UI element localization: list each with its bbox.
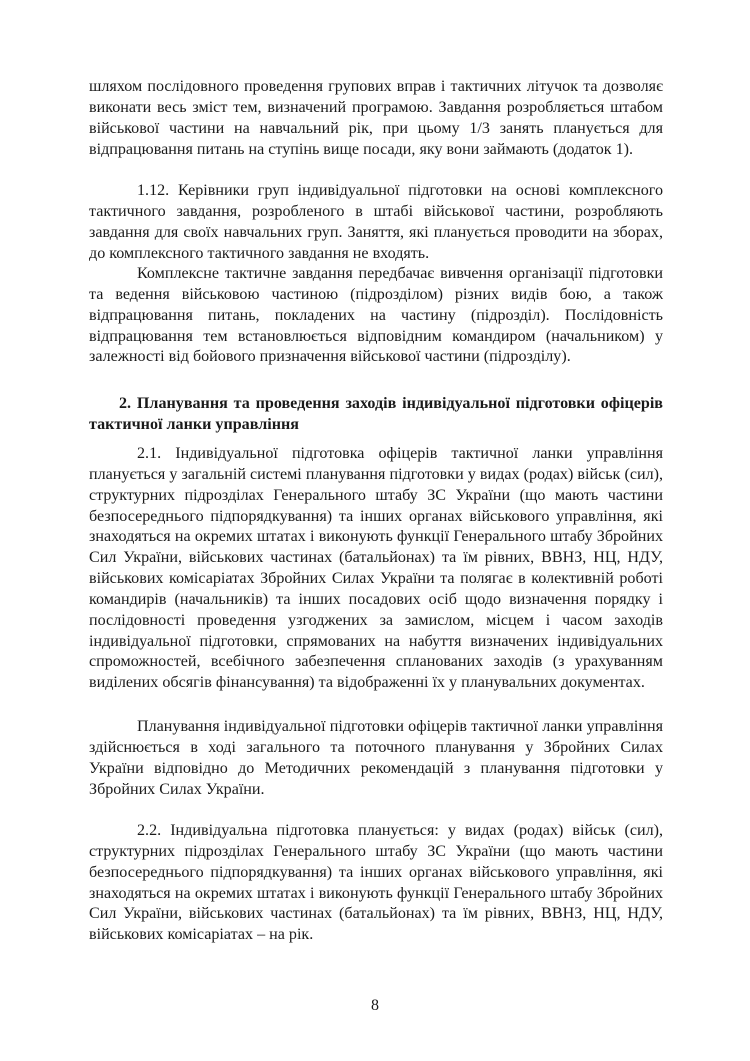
paragraph-text: 2.1. Індивідуальної підготовка офіцерів тактичної ланки управління планується у загальній системі планування підготовки у видах (родах) військ (сил), структурних підрозділах Генерального штабу ЗС України (що мають частини безпосереднього підпорядкування) та інших органах військового управління, які знаходяться на окремих штатах і виконують функції Генерального штабу Збройних Сил України, військових частинах (батальйонах) та їм рівних, ВВНЗ, НЦ, НДУ, військових комісаріатах Збройних Силах України та полягає в колективній роботі командирів (начальників) та інших посадових осіб щодо визначення порядку і послідовності проведення узгоджених за замислом, місцем і часом заходів індивідуальної підготовки, спрямованих на набуття визначених індивідуальних спроможностей, всебічного забезпечення спланованих заходів (з урахуванням виділених обсягів фінансування) та відображенні їх у планувальних документах.	[89, 445, 663, 692]
paragraph-text: шляхом послідовного проведення групових вправ і тактичних літучок та дозволяє виконати весь зміст тем, визначений програмою. Завдання розробляється штабом військової частини на навчальний рік, при цьому 1/3 занять планується для відпрацювання питань на ступінь вище посади, яку вони займають (додаток 1).	[89, 78, 663, 158]
paragraph-text: Комплексне тактичне завдання передбачає вивчення організації підготовки та ведення військовою частиною (підрозділом) різних видів бою, а також відпрацювання питань, покладених на частину (підрозділ). Послідовність відпрацювання тем встановлюється відповідним командиром (начальником) у залежності від бойового призначення військової частини (підрозділу).	[89, 265, 663, 366]
paragraph-1-12	[89, 181, 663, 264]
section-heading	[89, 393, 663, 435]
paragraph-text: 2.2. Індивідуальна підготовка планується: у видах (родах) військ (сил), структурних підрозділах Генерального штабу ЗС України (що мають частини безпосереднього підпорядкування) та інших органах військового управління, які знаходяться на окремих штатах і виконують функції Генерального штабу Збройних Сил України, військових частинах (батальйонах) та їм рівних, ВВНЗ, НЦ, НДУ, військових комісаріатах – на рік.	[89, 822, 663, 944]
paragraph-text: 1.12. Керівники груп індивідуальної підготовки на основі комплексного тактичного завдання, розробленого в штабі військової частини, розробляють завдання для своїх навчальних груп. Заняття, які планується проводити на зборах, до комплексного тактичного завдання не входять.	[89, 182, 663, 262]
paragraph-complex-task	[89, 264, 663, 368]
section-heading-text: 2. Планування та проведення заходів індивідуальної підготовки офіцерів тактичної ланки управління	[89, 395, 663, 433]
paragraph-planning	[89, 717, 663, 800]
paragraph-continuation	[89, 77, 663, 160]
paragraph-2-1	[89, 444, 663, 694]
paragraph-text: Планування індивідуальної підготовки офіцерів тактичної ланки управління здійснюється в ході загального та поточного планування у Збройних Силах України відповідно до Методичних рекомендацій з планування підготовки у Збройних Силах України.	[89, 718, 663, 798]
paragraph-2-2	[89, 821, 663, 946]
page-number: 8	[371, 997, 379, 1014]
